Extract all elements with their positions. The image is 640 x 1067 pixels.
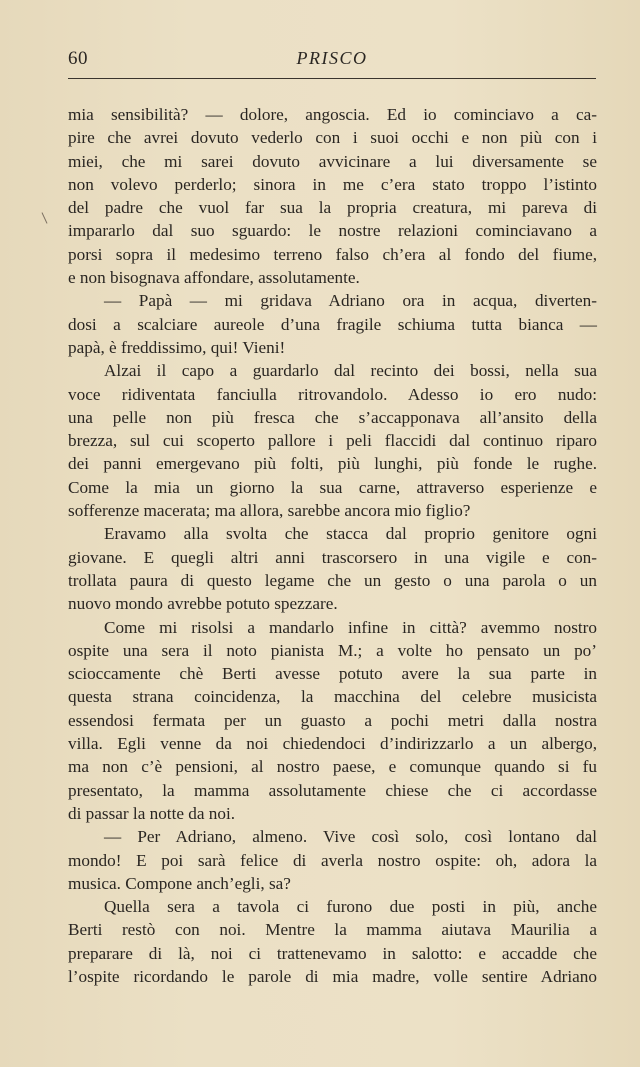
text-line: Alzai il capo a guardarlo dal recinto dei bossi, nella sua xyxy=(104,361,597,381)
text-line: porsi sopra il medesimo terreno falso ch’era al fondo del fiume, xyxy=(68,244,597,264)
text-line: mondo! E poi sarà felice di averla nostro ospite: oh, adora la xyxy=(68,850,597,870)
text-line: ma non c’è pensioni, al nostro paese, e comunque quando si fu xyxy=(68,757,597,777)
text-line: l’ospite ricordando le parole di mia madre, volle sentire Adriano xyxy=(68,966,597,986)
text-line: e non bisognava affondare, assolutamente. xyxy=(68,268,360,288)
margin-mark xyxy=(42,212,48,223)
header-rule xyxy=(68,78,596,79)
running-title: PRISCO xyxy=(296,48,368,68)
text-line: musica. Compone anch’egli, sa? xyxy=(68,873,291,893)
body-text xyxy=(68,103,597,988)
text-line: ospite una sera il noto pianista M.; a volte ho pensato un po’ xyxy=(68,640,597,660)
text-line: papà, è freddissimo, qui! Vieni! xyxy=(68,337,286,357)
text-line: dosi a scalciare aureole d’una fragile schiuma tutta bianca — xyxy=(68,314,597,334)
page-number: 60 xyxy=(68,48,88,69)
text-line: villa. Egli venne da noi chiedendoci d’indirizzarlo a un albergo, xyxy=(68,734,597,754)
text-line: brezza, sul cui scoperto pallore i peli flaccidi dal continuo riparo xyxy=(68,431,597,451)
text-line: presentato, la mamma assolutamente chiese che ci accordasse xyxy=(68,780,597,800)
text-line: trollata paura di questo legame che un gesto o una parola o un xyxy=(68,570,597,590)
text-line: nuovo mondo avrebbe potuto spezzare. xyxy=(68,594,338,614)
page-header xyxy=(68,48,596,76)
text-line: impararlo dal suo sguardo: le nostre relazioni cominciavano a xyxy=(68,221,597,241)
text-line: giovane. E quegli altri anni trascorsero in una vigile e con- xyxy=(68,547,597,567)
text-line: di passar la notte da noi. xyxy=(68,803,236,823)
text-line: del padre che vuol far sua la propria creatura, mi pareva di xyxy=(68,198,597,218)
text-line: — Papà — mi gridava Adriano ora in acqua, diverten- xyxy=(104,291,597,311)
text-line: miei, che mi sarei dovuto avvicinare a lui diversamente se xyxy=(68,151,597,171)
text-line: pire che avrei dovuto vederlo con i suoi occhi e non più con i xyxy=(68,128,597,148)
text-line: Come mi risolsi a mandarlo infine in città? avemmo nostro xyxy=(104,617,597,637)
text-line: Eravamo alla svolta che stacca dal proprio genitore ogni xyxy=(104,524,597,544)
text-line: Quella sera a tavola ci furono due posti in più, anche xyxy=(104,897,597,917)
text-line: — Per Adriano, almeno. Vive così solo, così lontano dal xyxy=(104,827,597,847)
text-line: Berti restò con noi. Mentre la mamma aiutava Maurilia a xyxy=(68,920,597,940)
text-line: mia sensibilità? — dolore, angoscia. Ed io cominciavo a ca- xyxy=(68,105,597,124)
text-line: voce ridiventata fanciulla ritrovandolo. Adesso io ero nudo: xyxy=(68,384,597,404)
text-line: questa strana coincidenza, la macchina del celebre musicista xyxy=(68,687,597,707)
text-line: dei panni emergevano più folti, più lunghi, più fonde le rughe. xyxy=(68,454,597,474)
text-line: preparare di là, noi ci trattenevamo in salotto: e accadde che xyxy=(68,943,597,963)
text-line: sofferenze macerata; ma allora, sarebbe ancora mio figlio? xyxy=(68,501,471,521)
text-line: scioccamente chè Berti avesse potuto avere la sua parte in xyxy=(68,664,597,684)
text-line: essendosi fermata per un guasto a pochi metri dalla nostra xyxy=(68,710,597,730)
text-line: non volevo perderlo; sinora in me c’era stato troppo l’istinto xyxy=(68,174,597,194)
text-line: una pelle non più fresca che s’accapponava all’ansito della xyxy=(68,407,597,427)
text-line: Come la mia un giorno la sua carne, attraverso esperienze e xyxy=(68,477,597,497)
